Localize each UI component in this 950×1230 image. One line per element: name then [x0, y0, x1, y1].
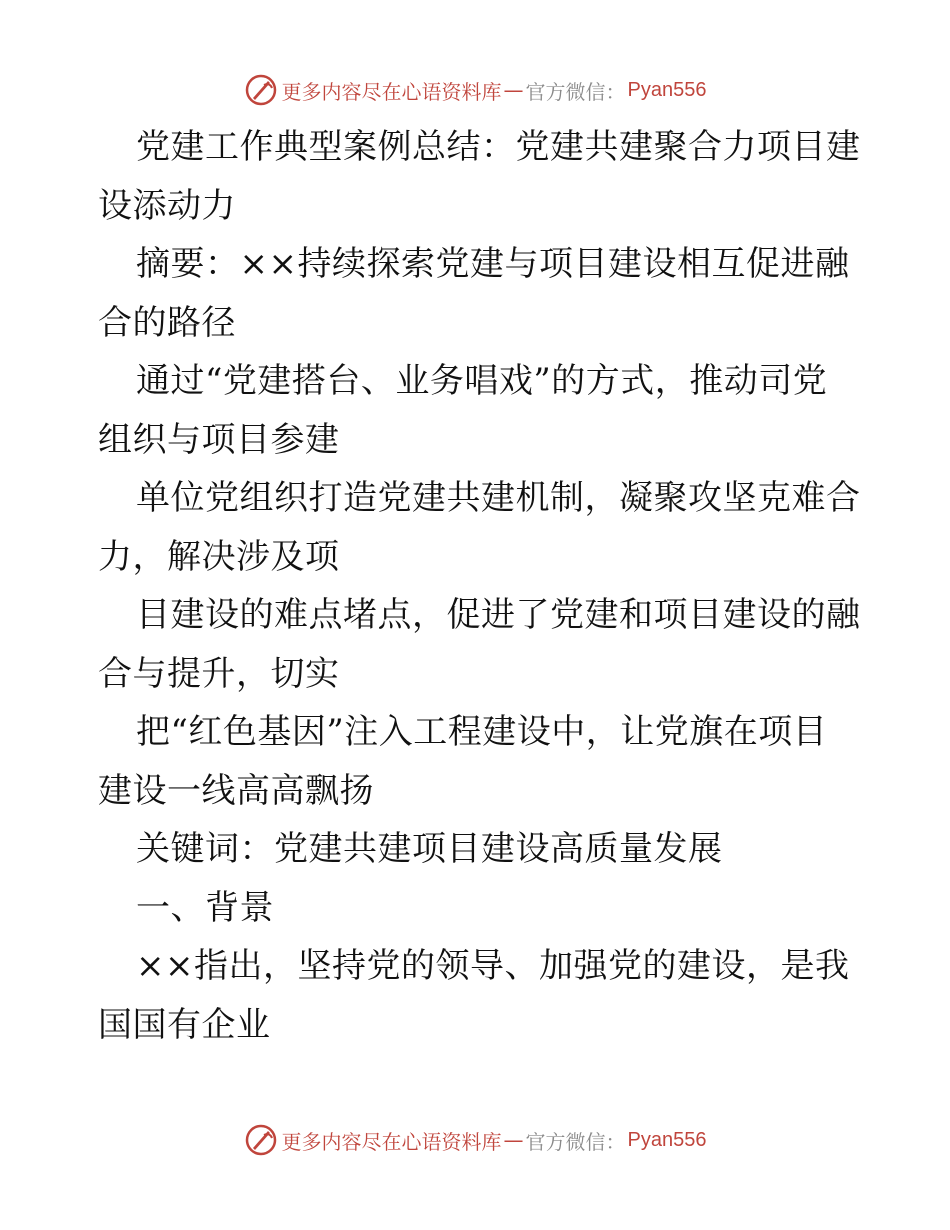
text-line: 通过“党建搭台、业务唱戏”的方式，推动司党 [136, 361, 828, 401]
text-line: 合的路径 [98, 302, 236, 343]
text-line: 组织与项目参建 [98, 419, 340, 460]
text-line: 国国有企业 [98, 1004, 271, 1045]
text-line: ××指出，坚持党的领导、加强党的建设，是我 [136, 946, 850, 986]
text-line: 一、背景 [136, 887, 274, 928]
banner-wechat-label: 官方微信： [525, 1129, 626, 1154]
banner-wechat-label: 官方微信： [525, 79, 626, 104]
text-line: 目建设的难点堵点，促进了党建和项目建设的融 [136, 595, 861, 635]
banner-main-text: 更多内容尽在心语资料库 [281, 1129, 502, 1154]
section-heading [98, 879, 858, 938]
paragraph-keywords [98, 820, 858, 879]
text-line: 党建工作典型案例总结：党建共建聚合力项目建 [136, 127, 861, 167]
banner-dash: — [503, 78, 524, 102]
quill-logo-icon [244, 1123, 278, 1157]
paragraph-title [98, 118, 861, 235]
text-line: 单位党组织打造党建共建机制，凝聚攻坚克难合 [136, 478, 861, 518]
banner-dash: — [503, 1128, 524, 1152]
text-line: 合与提升，切实 [98, 653, 340, 694]
paragraph-body [98, 352, 858, 469]
paragraph-body [98, 586, 861, 703]
quill-logo-icon [244, 73, 278, 107]
banner-wechat-id: Pyan556 [627, 78, 707, 101]
paragraph-body [98, 469, 861, 586]
text-line: 设添动力 [98, 185, 236, 226]
paragraph-body [98, 703, 858, 820]
banner-main-text: 更多内容尽在心语资料库 [281, 79, 502, 104]
text-line: 摘要：××持续探索党建与项目建设相互促进融 [136, 244, 850, 284]
header-watermark [0, 70, 950, 110]
text-line: 建设一线高高飘扬 [98, 770, 374, 811]
document-body [98, 118, 861, 1054]
footer-watermark [0, 1120, 950, 1160]
paragraph-body [98, 937, 858, 1054]
text-line: 关键词：党建共建项目建设高质量发展 [136, 829, 723, 869]
text-line: 力，解决涉及项 [98, 536, 340, 577]
paragraph-abstract [98, 235, 858, 352]
text-line: 把“红色基因”注入工程建设中，让党旗在项目 [136, 712, 828, 752]
banner-wechat-id: Pyan556 [627, 1128, 707, 1151]
